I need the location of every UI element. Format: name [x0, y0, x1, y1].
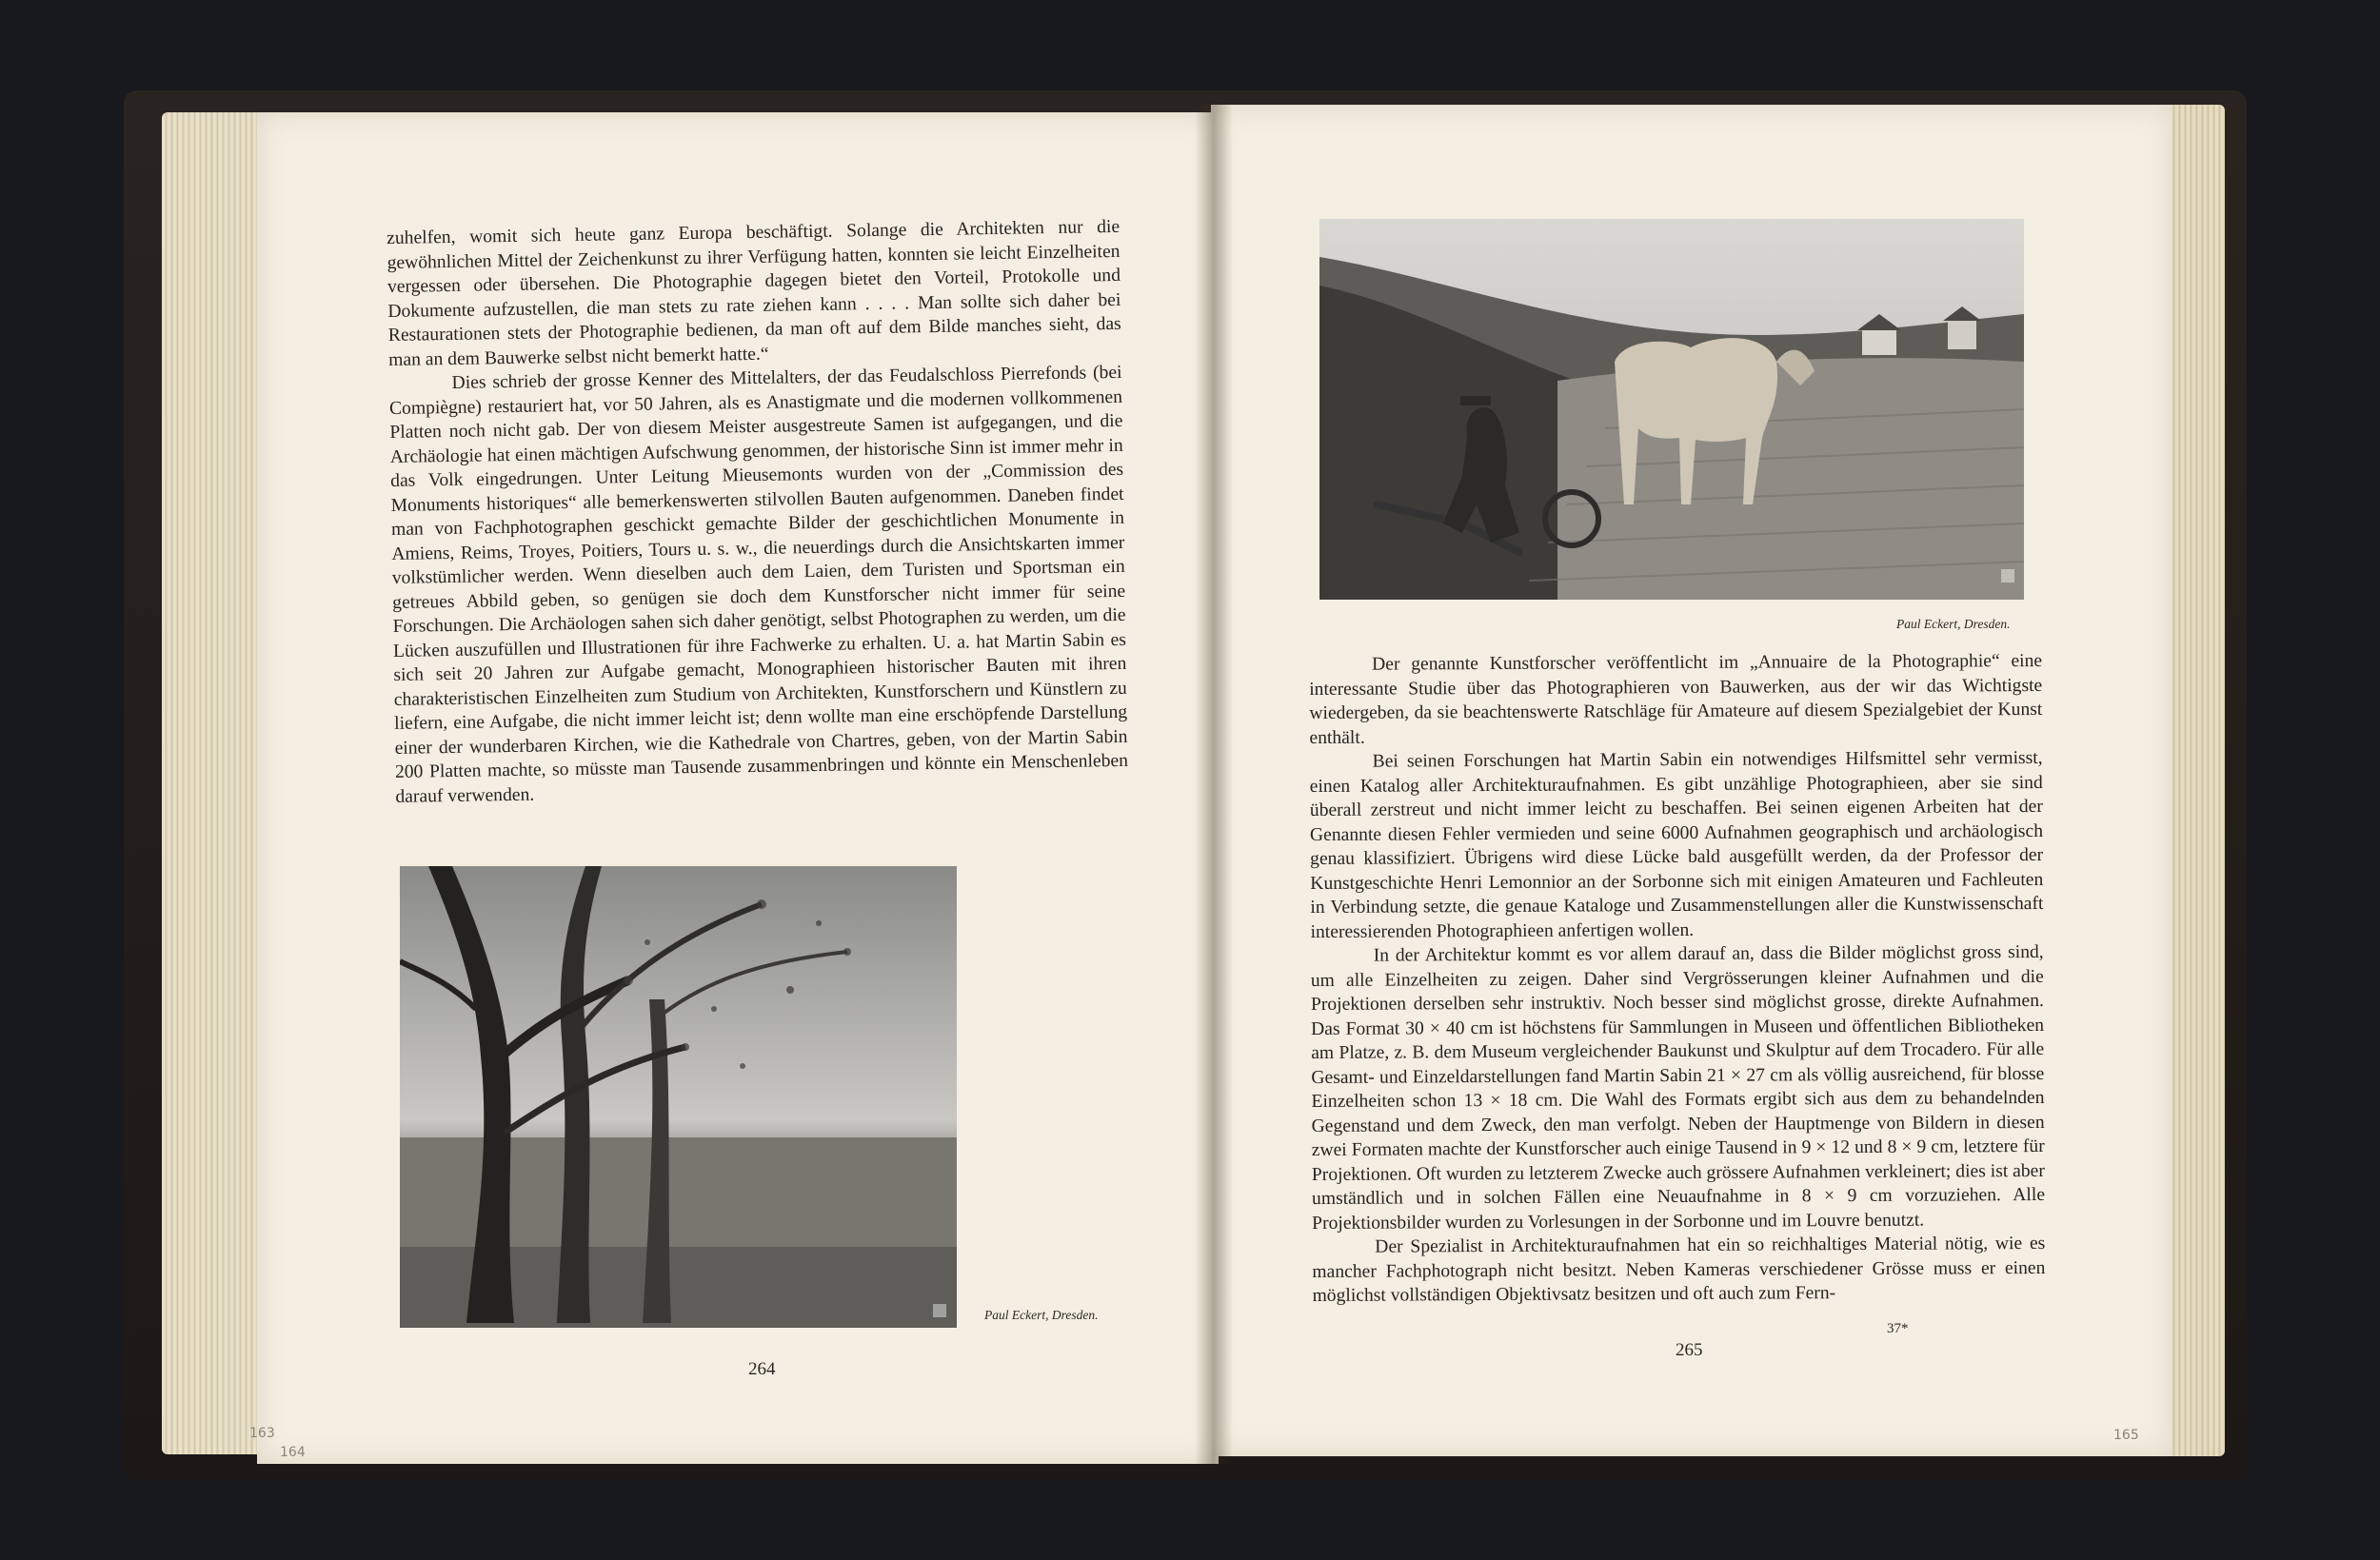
signature-mark: 37*: [1887, 1321, 1909, 1336]
plowing-horses-photo: [1319, 219, 2024, 600]
pencil-mark-left-b: 164: [280, 1445, 306, 1460]
birch-trees-photo: [400, 866, 957, 1328]
pencil-mark-right: 165: [2113, 1428, 2139, 1443]
pencil-mark-left-a: 163: [249, 1426, 275, 1441]
left-photo-caption: Paul Eckert, Dresden.: [984, 1308, 1099, 1322]
right-paragraph-4: Der Spezialist in Architekturaufnahmen hat ein so reichhaltiges Material nötig, wie es mancher Fachphotograph nicht besitzt. Neben Kameras verschiedener Grösse muss er einen möglichst vollständigen Objektivsatz besitzen und oft auch zum Fern-: [1312, 1233, 2046, 1306]
right-page-number: 265: [1676, 1340, 1703, 1360]
plowing-horses-illustration: [1319, 219, 2024, 600]
right-paragraph-2: Bei seinen Forschungen hat Martin Sabin ein notwendiges Hilfsmittel sehr vermisst, einen Katalog aller Architekturaufnahmen. Es gibt unzählige Photographieen, aber sie sind überall zerstreut und nicht immer leicht zu beschaffen. Bei seinen eigenen Arbeiten hat der Genannte diesen Fehler vermieden und seine 6000 Aufnahmen geographisch und archäologisch genau klassifiziert. Übrigens wird diese Lücke bald ausgefüllt werden, da der Professor der Kunstgeschichte Henri Lemonnior an der Sorbonne sich mit einigen Amateuren und Fachleuten in Verbindung setzte, die genaue Kataloge und Zusammenstellungen aller die Kunstwissenschaft interessierenden Photographieen anfertigen wollen.: [1309, 747, 2044, 942]
birch-trees-illustration: [400, 866, 957, 1328]
right-page-text: [1309, 649, 2046, 1309]
book-gutter: [1195, 105, 1233, 1464]
page-edges-left: [162, 112, 267, 1454]
left-paragraph-1: zuhelfen, womit sich heute ganz Europa beschäftigt. Solange die Architekten nur die gewöhnlichen Mittel der Zeichenkunst zu ihrer Verfügung hatten, konnten sie leicht Einzelheiten vergessen oder übersehen. Die Photographie dagegen bietet den Vorteil, Protokolle und Dokumente aufzustellen, die man stets zu rate ziehen kann . . . . Man sollte sich daher bei Restaurationen stets der Photographie bedienen, da man oft auf dem Bilde manches sieht, das man an dem Bauwerke selbst nicht bemerkt hatte.“: [387, 216, 1121, 370]
left-page-text: [387, 215, 1129, 809]
right-paragraph-3: In der Architektur kommt es vor allem darauf an, dass die Bilder möglichst gross sind, um alle Einzelheiten zu zeigen. Daher sind Vergrösserungen kleiner Aufnahmen und die Projektionen derselben sehr instruktiv. Noch besser sind möglichst grosse, direkte Aufnahmen. Das Format 30 × 40 cm ist höchstens für Sammlungen in Museen und öffentlichen Bibliotheken am Platze, z. B. dem Museum vergleichender Baukunst und Skulptur auf dem Trocadero. Für alle Gesamt- und Einzeldarstellungen fand Martin Sabin 21 × 27 cm als völlig ausreichend, für blosse Einzelheiten schon 13 × 18 cm. Die Wahl des Formats ergibt sich aus dem zu behandelnden Gegenstand und dem Zweck, den man verfolgt. Neben der Hauptmenge von Bildern in diesen zwei Formaten machte der Kunstforscher auch einige Tausend in 9 × 12 und 8 × 9 cm, letztere für Projektionen. Oft wurden zu letzterem Zwecke auch grössere Aufnahmen verkleinert; dies ist aber umständlich und in solchen Fällen eine Neuaufnahme in 8 × 9 cm vorzuziehen. Alle Projektionsbilder wurden zu Vorlesungen in der Sorbonne und im Louvre benutzt.: [1310, 941, 2046, 1234]
right-photo-caption: Paul Eckert, Dresden.: [1896, 617, 2011, 631]
right-paragraph-1: Der genannte Kunstforscher veröffentlicht im „Annuaire de la Photographie“ eine interessante Studie über das Photographieren von Bauwerken, aus der wir das Wichtigste wiedergeben, da sie beachtenswerte Ratschläge für Amateure auf diesem Spezialgebiet der Kunst enthält.: [1309, 650, 2043, 748]
left-page-number: 264: [748, 1359, 776, 1379]
left-paragraph-2: Dies schrieb der grosse Kenner des Mittelalters, der das Feudalschloss Pierrefonds (bei Compiègne) restauriert hat, vor 50 Jahren, als es Anastigmate und die modernen vollkommenen Platten noch nicht gab. Der von diesem Meister ausgestreute Samen ist aufgegangen, und die Archäologie hat einen mächtigen Aufschwung genommen, der historische Sinn ist immer mehr in das Volk eingedrungen. Unter Leitung Mieusemonts wurden von der „Commission des Monuments historiques“ alle bemerkenswerten stilvollen Bauten aufgenommen. Daneben findet man von Fachphotographen geschickt gemachte Bilder der geschichtlichen Monumente in Amiens, Reims, Troyes, Poitiers, Tours u. s. w., die neuerdings durch die Ansichtskarten immer volkstümlicher werden. Wenn dieselben auch dem Laien, dem Turisten und Sportsman ein getreues Abbild geben, so genügen sie doch dem Kunstforscher nicht immer für seine Forschungen. Die Archäologen sahen sich daher genötigt, selbst Photographen zu werden, um die Lücken auszufüllen und Illustrationen für ihre Fachwerke zu erhalten. U. a. hat Martin Sabin es sich seit 20 Jahren zur Aufgabe gemacht, Monographieen historischer Bauten mit ihren charakteristischen Einzelheiten zum Studium von Architekten, Kunstforschern und Künstlern zu liefern, eine Aufgabe, die nicht immer leicht ist; denn wollte man eine erschöpfende Darstellung einer der wunderbaren Kirchen, wie die Kathedrale von Chartres, geben, von der Martin Sabin 200 Platten machte, so müsste man Tausende zusammenbringen und könnte ein Menschenleben darauf verwenden.: [388, 362, 1129, 807]
